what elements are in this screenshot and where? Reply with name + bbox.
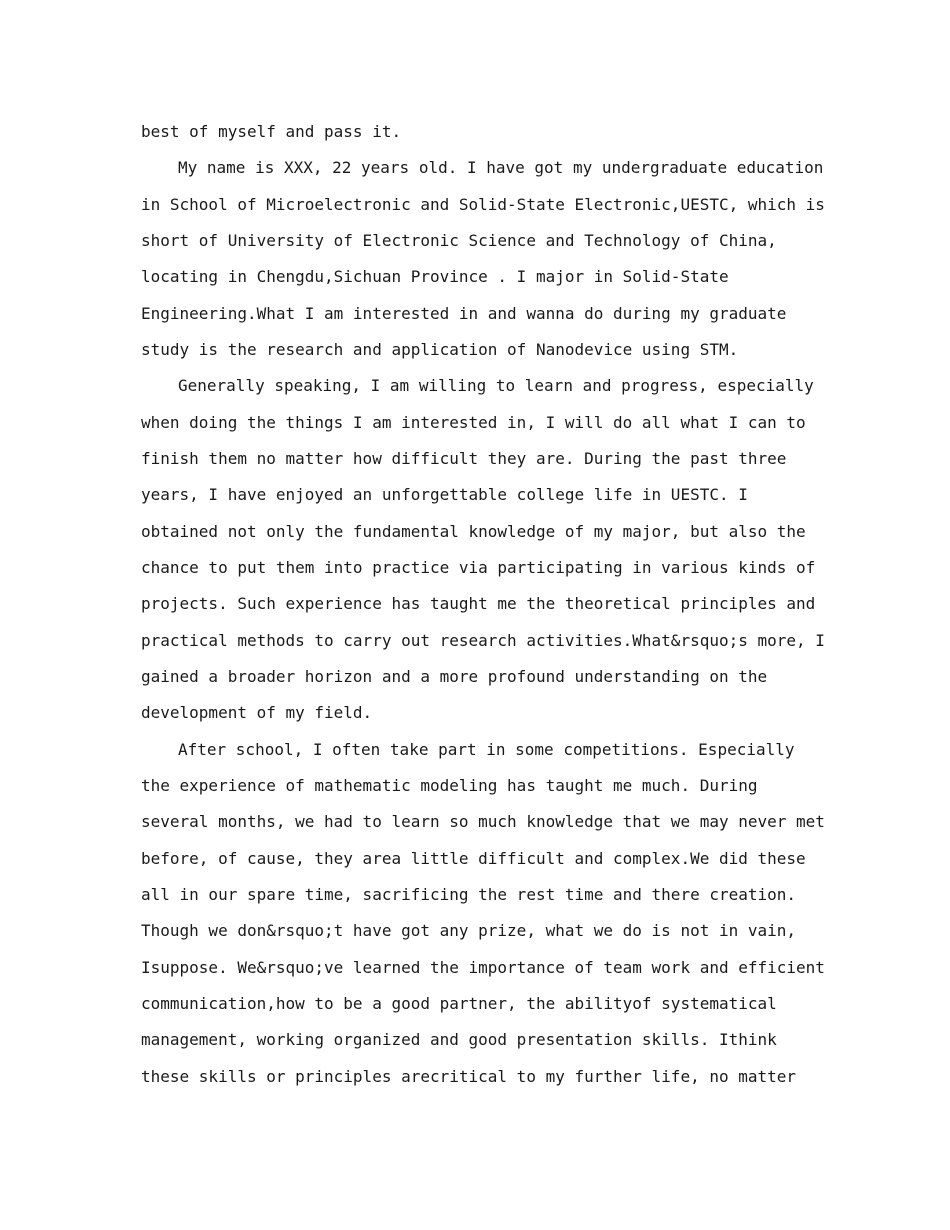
text-line: development of my field.: [141, 703, 373, 723]
text-line: all in our spare time, sacrificing the rest time and there creation.: [141, 884, 797, 904]
text-line: After school, I often take part in some competitions. Especially: [178, 739, 795, 759]
text-line: Though we don&rsquo;t have got any prize, what we do is not in vain,: [141, 921, 797, 941]
text-line: locating in Chengdu,Sichuan Province . I major in Solid-State: [141, 267, 729, 287]
text-line: management, working organized and good presentation skills. Ithink: [141, 1030, 777, 1050]
text-line: years, I have enjoyed an unforgettable college life in UESTC. I: [141, 485, 748, 505]
text-line: obtained not only the fundamental knowledge of my major, but also the: [141, 521, 806, 541]
body-text: [141, 114, 825, 1095]
text-line: several months, we had to learn so much knowledge that we may never met: [141, 812, 825, 832]
text-line: gained a broader horizon and a more profound understanding on the: [141, 666, 768, 686]
text-line: before, of cause, they area little difficult and complex.We did these: [141, 848, 806, 868]
text-line: study is the research and application of Nanodevice using STM.: [141, 339, 739, 359]
text-line: Generally speaking, I am willing to learn and progress, especially: [178, 376, 814, 396]
text-line: in School of Microelectronic and Solid-State Electronic,UESTC, which is: [141, 194, 825, 214]
text-line: short of University of Electronic Science and Technology of China,: [141, 230, 777, 250]
text-line: chance to put them into practice via participating in various kinds of: [141, 557, 816, 577]
text-line: best of myself and pass it.: [141, 122, 402, 141]
text-line: these skills or principles arecritical to my further life, no matter: [141, 1066, 797, 1086]
text-line: practical methods to carry out research activities.What&rsquo;s more, I: [141, 630, 825, 650]
text-line: when doing the things I am interested in, I will do all what I can to: [141, 412, 806, 432]
text-line: finish them no matter how difficult they are. During the past three: [141, 448, 787, 468]
text-line: projects. Such experience has taught me the theoretical principles and: [141, 594, 816, 614]
text-line: Engineering.What I am interested in and wanna do during my graduate: [141, 303, 787, 323]
text-line: communication,how to be a good partner, the abilityof systematical: [141, 993, 777, 1013]
text-line: My name is XXX, 22 years old. I have got my undergraduate education: [178, 158, 824, 178]
text-line: the experience of mathematic modeling has taught me much. During: [141, 775, 758, 795]
text-line: Isuppose. We&rsquo;ve learned the importance of team work and efficient: [141, 957, 825, 977]
